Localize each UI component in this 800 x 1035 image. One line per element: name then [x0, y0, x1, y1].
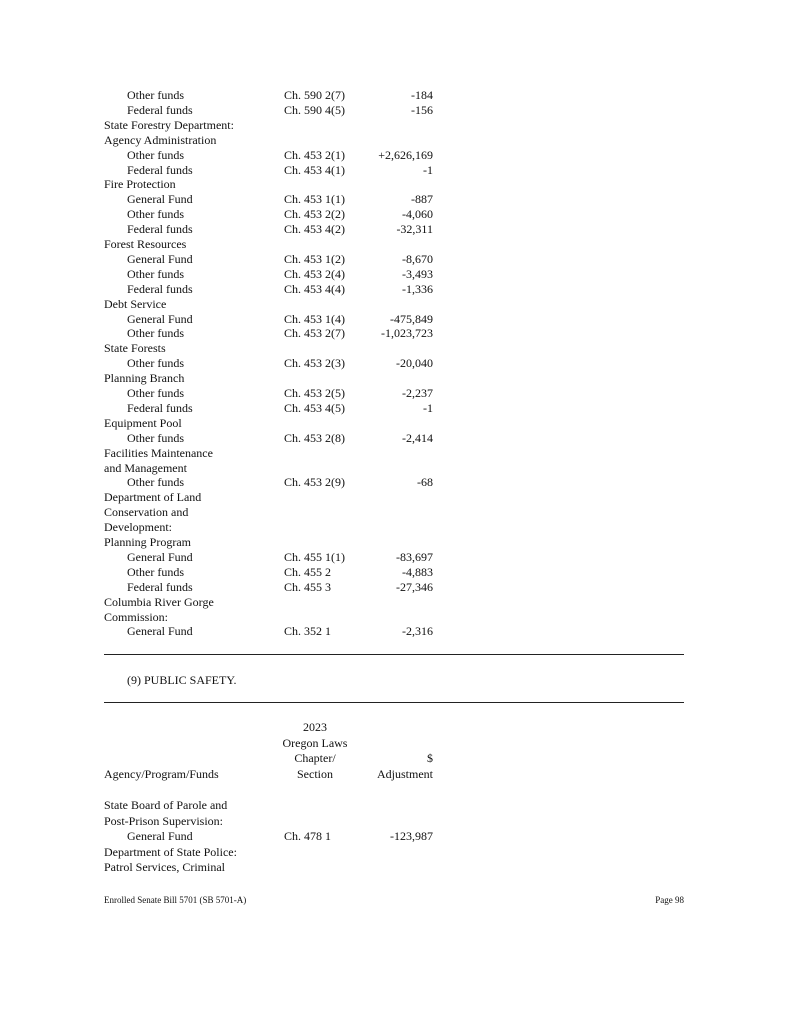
row-label: Patrol Services, Criminal	[104, 860, 225, 874]
row-label: Department of State Police:	[104, 844, 237, 859]
header-section: Section	[297, 767, 333, 781]
header-oregon-laws: Oregon Laws	[282, 736, 348, 750]
table-row	[104, 610, 444, 625]
row-label: Department of Land	[104, 490, 202, 505]
table-row	[104, 535, 444, 550]
row-adjustment-amount: -8,670	[402, 251, 433, 266]
row-adjustment-amount: -1,336	[402, 281, 433, 296]
row-chapter-section: Ch. 352 1	[284, 624, 332, 639]
row-label: Federal funds	[127, 400, 193, 415]
row-label: Fire Protection	[104, 177, 176, 192]
row-adjustment-amount: -27,346	[396, 579, 433, 594]
row-label: Forest Resources	[104, 237, 187, 251]
table-row	[104, 163, 444, 178]
table-row	[104, 431, 444, 446]
table-row	[104, 356, 444, 371]
row-chapter-section: Ch. 453 2(9)	[284, 475, 345, 490]
row-chapter-section: Ch. 455 3	[284, 579, 332, 594]
table-row	[104, 580, 444, 595]
table-row	[104, 845, 444, 860]
table-row	[104, 326, 444, 341]
row-label: Development:	[104, 520, 172, 535]
table-row	[104, 505, 444, 520]
row-label: State Board of Parole and	[104, 798, 228, 812]
section-title: (9) PUBLIC SAFETY.	[127, 673, 237, 687]
table-row	[104, 520, 444, 535]
footer-bill-name: Enrolled Senate Bill 5701 (SB 5701-A)	[104, 895, 247, 905]
header-year: 2023	[303, 720, 327, 734]
row-label: Other funds	[127, 207, 184, 222]
row-label: Planning Program	[104, 535, 191, 549]
row-chapter-section: Ch. 455 2	[284, 564, 332, 579]
row-adjustment-amount: -20,040	[396, 356, 433, 371]
row-adjustment-amount: -2,237	[402, 386, 433, 400]
row-adjustment-amount: -83,697	[396, 549, 433, 564]
row-adjustment-amount: -123,987	[390, 829, 433, 843]
row-chapter-section: Ch. 453 4(4)	[284, 281, 345, 296]
row-label: Other funds	[127, 430, 184, 445]
row-chapter-section: Ch. 453 4(2)	[284, 222, 345, 237]
row-adjustment-amount: -184	[411, 88, 433, 102]
row-label: Other funds	[127, 88, 184, 102]
row-label: Other funds	[127, 356, 184, 371]
row-adjustment-amount: -4,060	[402, 207, 433, 222]
row-chapter-section: Ch. 453 2(5)	[284, 386, 345, 400]
divider-rule	[104, 702, 684, 703]
row-label: General Fund	[127, 192, 193, 207]
row-chapter-section: Ch. 453 2(8)	[284, 430, 345, 445]
table-row	[104, 341, 444, 356]
row-chapter-section: Ch. 453 1(4)	[284, 311, 345, 326]
row-chapter-section: Ch. 455 1(1)	[284, 549, 345, 564]
table-row	[104, 475, 444, 490]
row-adjustment-amount: -68	[417, 475, 433, 490]
row-label: General Fund	[127, 251, 193, 266]
row-label: Federal funds	[127, 222, 193, 237]
row-label: Post-Prison Supervision:	[104, 813, 224, 828]
table-row	[104, 386, 444, 401]
row-chapter-section: Ch. 453 2(4)	[284, 266, 345, 281]
row-label: Federal funds	[127, 162, 193, 177]
row-label: Other funds	[127, 147, 184, 162]
row-label: Other funds	[127, 475, 184, 490]
table-row	[104, 118, 444, 133]
table-row	[104, 237, 444, 252]
row-chapter-section: Ch. 453 4(5)	[284, 400, 345, 415]
row-label: General Fund	[127, 624, 193, 639]
row-adjustment-amount: -1	[423, 162, 433, 177]
row-label: Columbia River Gorge	[104, 594, 214, 609]
header-adjustment: Adjustment	[377, 767, 433, 781]
row-label: State Forestry Department:	[104, 117, 234, 132]
row-adjustment-amount: -4,883	[402, 564, 433, 579]
row-label: Agency Administration	[104, 132, 217, 147]
row-label: General Fund	[127, 311, 193, 326]
header-dollar: $	[427, 751, 433, 765]
table-row	[104, 550, 444, 565]
table-row	[104, 798, 444, 813]
row-label: Federal funds	[127, 281, 193, 296]
row-adjustment-amount: -1	[423, 400, 433, 415]
row-adjustment-amount: -2,316	[402, 624, 433, 639]
row-chapter-section: Ch. 453 2(1)	[284, 147, 345, 162]
table-row	[104, 416, 444, 431]
row-label: Debt Service	[104, 296, 167, 311]
table-row	[104, 401, 444, 416]
table-row	[104, 267, 444, 282]
table-row	[104, 595, 444, 610]
table-row	[104, 282, 444, 297]
row-chapter-section: Ch. 453 1(1)	[284, 192, 345, 207]
table-row	[104, 565, 444, 580]
row-label: General Fund	[127, 549, 193, 564]
table-row	[104, 490, 444, 505]
row-adjustment-amount: -1,023,723	[381, 326, 433, 341]
row-chapter-section: Ch. 453 2(3)	[284, 356, 345, 371]
table-row	[104, 446, 444, 461]
row-adjustment-amount: -475,849	[390, 311, 433, 326]
row-label: Equipment Pool	[104, 415, 182, 430]
table-row	[104, 207, 444, 222]
row-adjustment-amount: -2,414	[402, 430, 433, 445]
table-row	[104, 222, 444, 237]
row-label: State Forests	[104, 341, 166, 356]
row-label: Commission:	[104, 609, 169, 624]
divider-rule	[104, 654, 684, 655]
table-row	[104, 252, 444, 267]
table-row	[104, 312, 444, 327]
row-label: and Management	[104, 460, 187, 475]
table-row	[104, 624, 444, 639]
row-label: Other funds	[127, 266, 184, 281]
table-row	[104, 860, 444, 875]
table-row	[104, 192, 444, 207]
row-chapter-section: Ch. 590 4(5)	[284, 102, 345, 117]
row-adjustment-amount: -3,493	[402, 266, 433, 281]
row-adjustment-amount: +2,626,169	[378, 147, 433, 162]
row-label: Federal funds	[127, 579, 193, 594]
row-chapter-section: Ch. 453 2(2)	[284, 207, 345, 222]
footer-page-number: Page 98	[655, 895, 684, 905]
row-label: General Fund	[127, 829, 193, 843]
header-agency: Agency/Program/Funds	[104, 767, 219, 781]
table-row	[104, 297, 444, 312]
table-row	[104, 133, 444, 148]
row-label: Conservation and	[104, 505, 189, 520]
row-chapter-section: Ch. 453 1(2)	[284, 251, 345, 266]
row-label: Other funds	[127, 326, 184, 341]
table-row	[104, 371, 444, 386]
row-adjustment-amount: -887	[411, 192, 433, 207]
table-row	[104, 177, 444, 192]
table-row	[104, 148, 444, 163]
row-label: Federal funds	[127, 102, 193, 117]
row-chapter-section: Ch. 453 4(1)	[284, 162, 345, 177]
table-row	[104, 88, 444, 103]
row-chapter-section: Ch. 590 2(7)	[284, 88, 345, 102]
header-chapter: Chapter/	[294, 751, 336, 765]
row-label: Other funds	[127, 386, 184, 400]
row-chapter-section: Ch. 453 2(7)	[284, 326, 345, 341]
row-label: Other funds	[127, 564, 184, 579]
table-row	[104, 461, 444, 476]
row-adjustment-amount: -156	[411, 102, 433, 117]
table-row	[104, 103, 444, 118]
table-row	[104, 829, 444, 844]
row-chapter-section: Ch. 478 1	[284, 829, 332, 843]
row-adjustment-amount: -32,311	[396, 222, 433, 237]
table-row	[104, 814, 444, 829]
row-label: Facilities Maintenance	[104, 445, 213, 460]
row-label: Planning Branch	[104, 371, 185, 386]
